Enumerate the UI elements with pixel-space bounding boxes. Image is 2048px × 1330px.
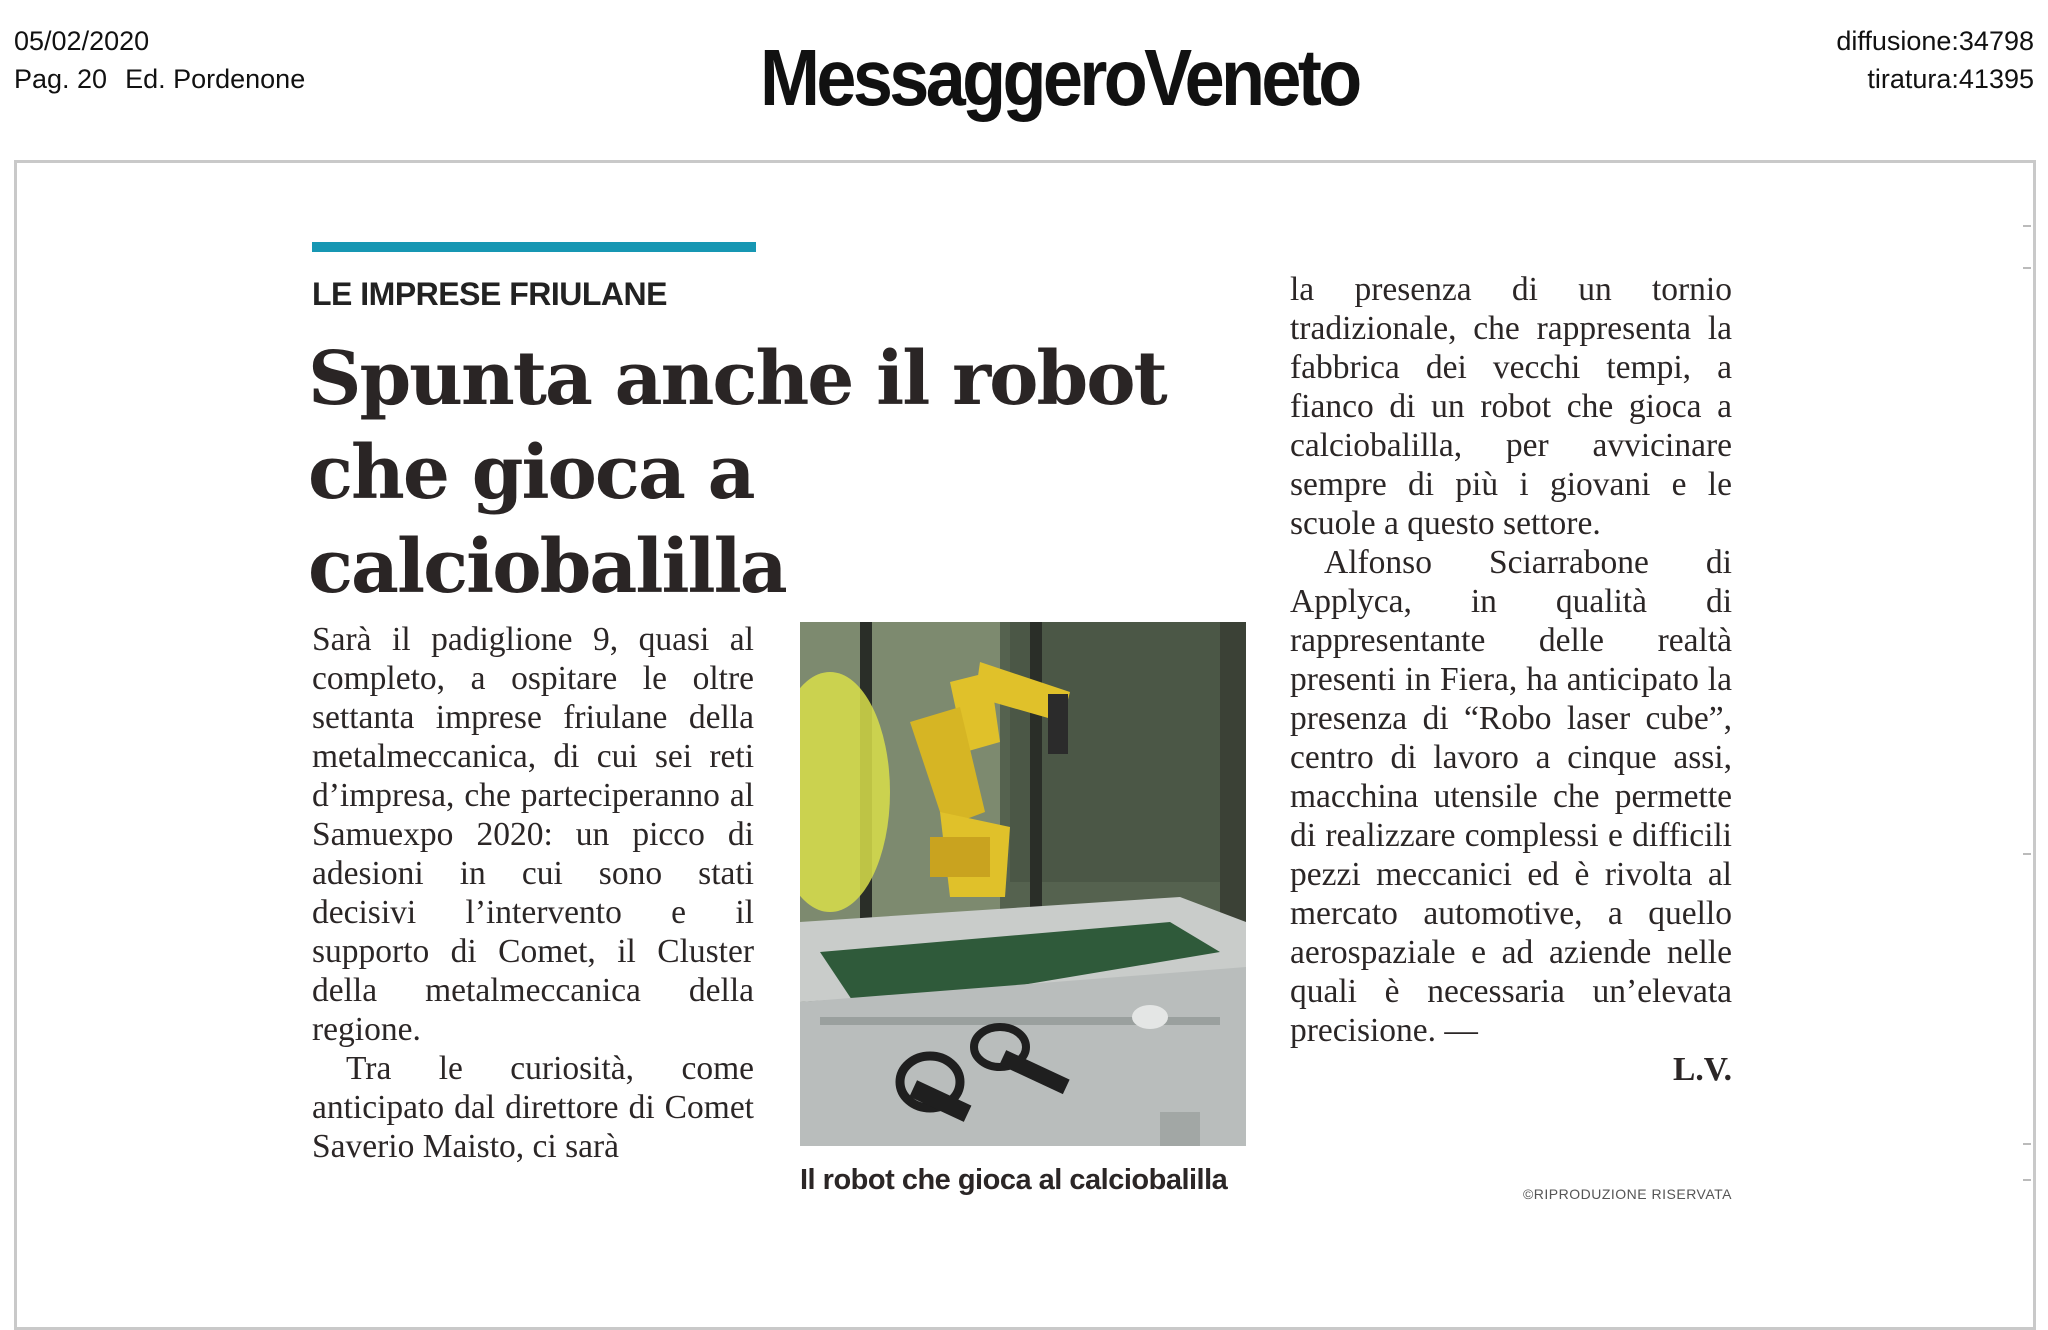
author-signature: L.V. [1673, 1051, 1732, 1088]
headline-line-1: Spunta anche il robot [308, 336, 1166, 422]
copyright-notice: ©RIPRODUZIONE RISERVATA [1522, 1186, 1732, 1202]
article-column-3 [1290, 270, 1732, 1089]
edge-mark [2023, 1179, 2031, 1181]
section-accent-bar [312, 242, 756, 252]
print-run-figure: tiratura:41395 [1867, 64, 2034, 94]
clipping-page-edition [14, 60, 305, 98]
headline-line-2: che gioca a calciobalilla [308, 430, 786, 610]
photo-caption: Il robot che gioca al calciobalilla [800, 1164, 1228, 1196]
circulation-figure: diffusione:34798 [1836, 26, 2034, 56]
clipping-date: 05/02/2020 [14, 26, 150, 56]
article-paragraph: Alfonso Sciarrabone di Applyca, in qualità di rappresentante delle realtà presenti in Fiera, ha anticipato la presenza di “Robo laser cube”, centro di lavoro a cinque assi, macchina utensile che permette di realizzare complessi e difficili pezzi meccanici ed è rivolta al mercato automotive, a quello aerospaziale e ad aziende nelle quali è necessaria un’elevata precisione. — [1290, 544, 1732, 1049]
article-column-1 [312, 620, 754, 1166]
edge-mark [2023, 225, 2031, 227]
article-paragraph: Sarà il padiglione 9, quasi al completo, a ospitare le oltre settanta imprese friulane della metalmeccanica, di cui sei reti d’impresa, che parteciperanno al Samuexpo 2020: un picco di adesioni in cui sono stati decisivi l’intervento e il supporto di Comet, il Cluster della metalmeccanica della regione. [312, 621, 754, 1048]
article-headline [308, 332, 1238, 614]
clipping-page: Pag. 20 [14, 64, 108, 94]
article-paragraph: Tra le curiosità, come anticipato dal direttore di Comet Saverio Maisto, ci sarà [312, 1050, 754, 1165]
clipping-edition: Ed. Pordenone [125, 64, 306, 94]
newspaper-masthead: MessaggeroVeneto [760, 33, 1359, 122]
edge-mark [2023, 1143, 2031, 1145]
clipping-meta-left [14, 22, 305, 98]
edge-mark [2023, 267, 2031, 269]
article-paragraph: la presenza di un tornio tradizionale, che rappresenta la fabbrica dei vecchi tempi, a fianco di un robot che gioca a calciobalilla, per avvicinare sempre di più i giovani e le scuole a questo settore. [1290, 271, 1732, 542]
robot-photo [800, 622, 1246, 1146]
clipping-meta-right [1836, 22, 2034, 98]
section-kicker: LE IMPRESE FRIULANE [312, 276, 667, 312]
robot-foosball-illustration [800, 622, 1246, 1146]
edge-mark [2023, 853, 2031, 855]
